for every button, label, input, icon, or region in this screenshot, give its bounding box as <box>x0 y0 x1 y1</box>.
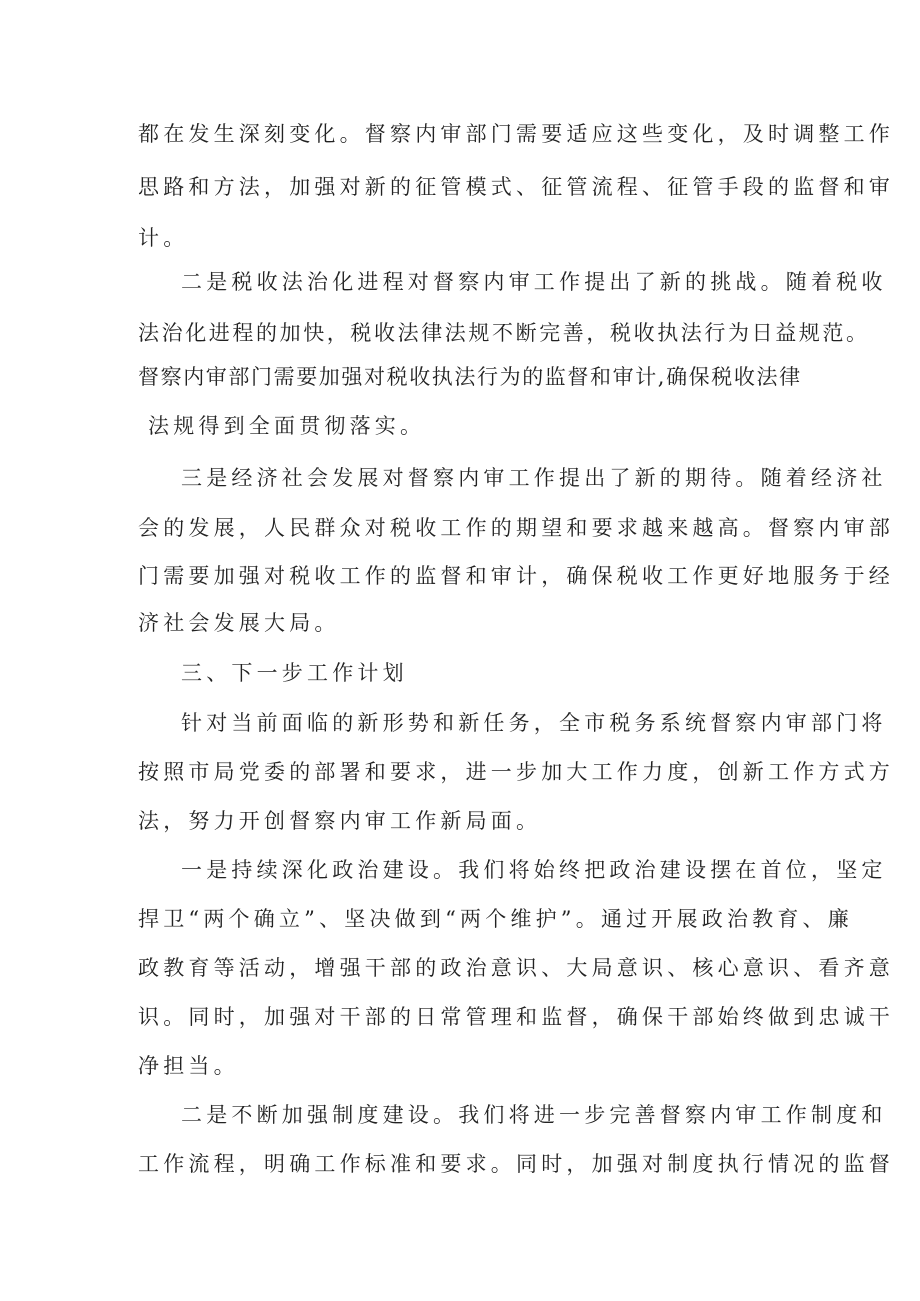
text-line-18: 政教育等活动，增强干部的政治意识、大局意识、核心意识、看齐意 <box>138 956 894 980</box>
text-line-21: 二是不断加强制度建设。我们将进一步完善督察内审工作制度和 <box>181 1103 887 1127</box>
text-line-20: 净担当。 <box>138 1054 239 1078</box>
text-line-9: 会的发展，人民群众对税收工作的期望和要求越来越高。督察内审部 <box>138 516 894 540</box>
text-line-22: 工作流程，明确工作标准和要求。同时，加强对制度执行情况的监督 <box>138 1152 894 1176</box>
text-line-19: 识。同时，加强对干部的日常管理和监督，确保干部始终做到忠诚干 <box>138 1005 894 1029</box>
text-line-5: 法治化进程的加快，税收法律法规不断完善，税收执法行为日益规范。 <box>138 321 870 345</box>
text-line-11: 济社会发展大局。 <box>138 611 340 635</box>
text-line-15: 法，努力开创督察内审工作新局面。 <box>138 809 542 833</box>
text-line-10: 门需要加强对税收工作的监督和审计，确保税收工作更好地服务于经 <box>138 564 894 588</box>
text-line-13: 针对当前面临的新形势和新任务，全市税务系统督察内审部门将 <box>181 711 887 735</box>
text-line-4: 二是税收法治化进程对督察内审工作提出了新的挑战。随着税收 <box>181 270 887 294</box>
text-line-14: 按照市局党委的部署和要求，进一步加大工作力度，创新工作方式方 <box>138 760 894 784</box>
text-line-7: 法规得到全面贯彻落实。 <box>148 414 426 438</box>
text-line-2: 思路和方法，加强对新的征管模式、征管流程、征管手段的监督和审 <box>138 175 894 199</box>
section-heading: 三、下一步工作计划 <box>181 661 408 685</box>
text-line-8: 三是经济社会发展对督察内审工作提出了新的期待。随着经济社 <box>181 466 887 490</box>
text-line-17: 捍卫“两个确立”、坚决做到“两个维护”。通过开展政治教育、廉 <box>138 907 853 931</box>
text-line-1: 都在发生深刻变化。督察内审部门需要适应这些变化，及时调整工作 <box>138 122 894 146</box>
text-line-16: 一是持续深化政治建设。我们将始终把政治建设摆在首位，坚定 <box>181 858 887 882</box>
text-line-3: 计。 <box>138 226 189 250</box>
text-line-6: 督察内审部门需要加强对税收执法行为的监督和审计,确保税收法律 <box>138 365 802 389</box>
